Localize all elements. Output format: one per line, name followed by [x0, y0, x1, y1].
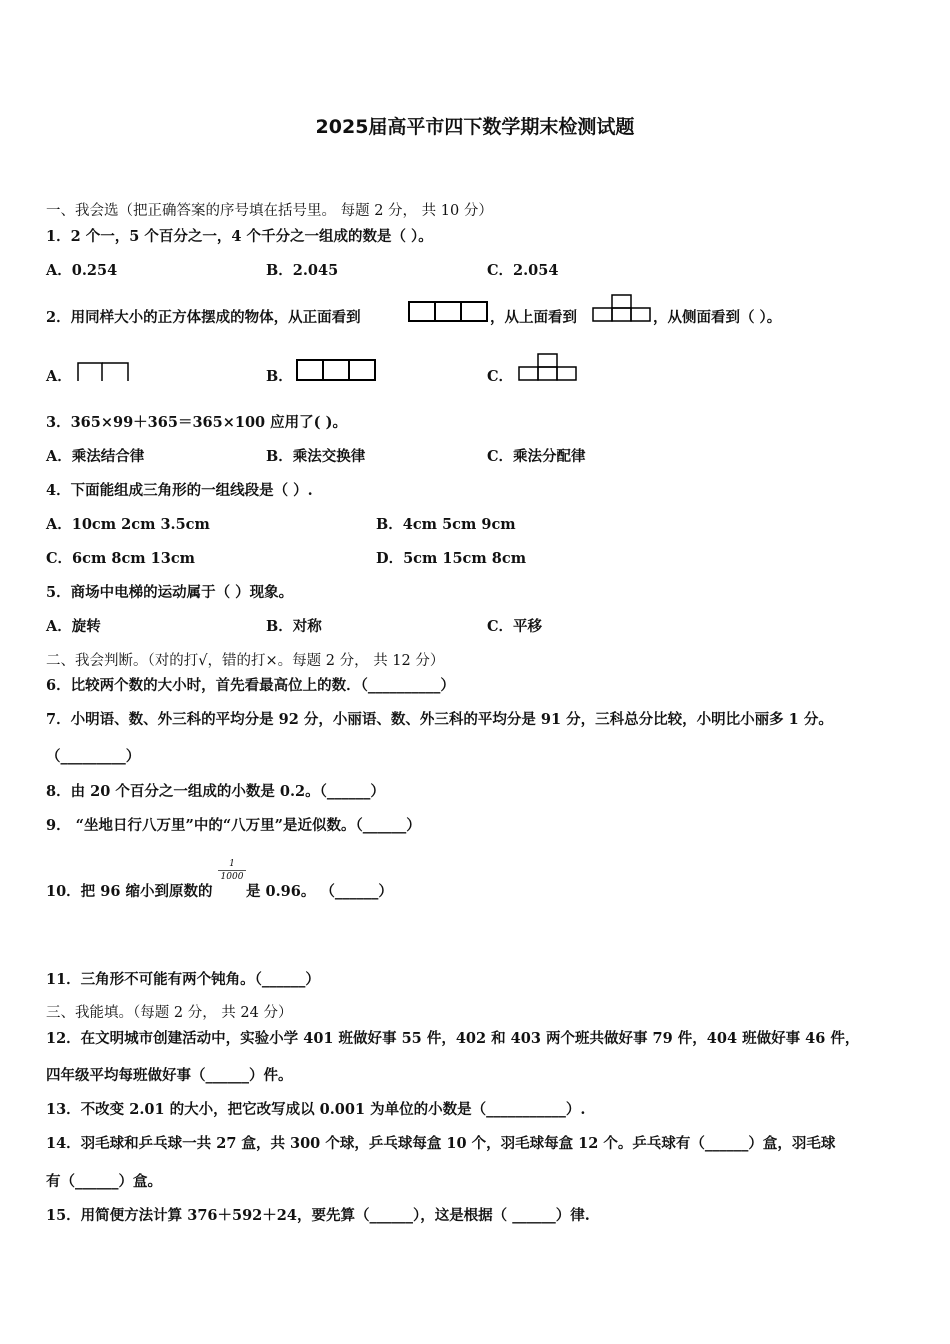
- page-title: 2025届高平市四下数学期末检测试题: [315, 116, 635, 138]
- q4-option-b: B．4cm 5cm 9cm: [376, 516, 516, 533]
- section3-heading: 三、我能填。（每题 2 分， 共 24 分）: [46, 1005, 293, 1021]
- option-c-figure: [517, 353, 581, 383]
- q3-option-a: A．乘法结合律: [46, 448, 145, 465]
- question-4: 4．下面能组成三角形的一组线段是（ ）.: [46, 482, 313, 499]
- q2-option-a: A．: [46, 368, 72, 385]
- question-2-part3: ，从侧面看到（ ）。: [653, 309, 782, 326]
- section2-heading: 二、我会判断。（对的打√，错的打×。每题 2 分， 共 12 分）: [46, 653, 445, 669]
- fraction-denominator: 1000: [220, 872, 244, 882]
- question-11: 11．三角形不可能有两个钝角。（______）: [46, 971, 320, 988]
- question-9: 9． “坐地日行八万里”中的“八万里”是近似数。（______）: [46, 817, 421, 834]
- question-10-part2: 是 0.96。 （______）: [246, 883, 393, 900]
- question-2-part1: 2．用同样大小的正方体摆成的物体，从正面看到: [46, 309, 361, 326]
- question-3: 3．365×99＋365＝365×100 应用了( )。: [46, 414, 347, 431]
- top-view-figure: [591, 294, 653, 324]
- question-7: 7．小明语、数、外三科的平均分是 92 分，小丽语、数、外三科的平均分是 91 分，三科总分比较，小明比小丽多 1 分。: [46, 711, 833, 728]
- q3-option-b: B．乘法交换律: [266, 448, 366, 465]
- q5-option-c: C．平移: [487, 618, 543, 635]
- q4-option-c: C．6cm 8cm 13cm: [46, 550, 196, 567]
- q4-option-d: D．5cm 15cm 8cm: [376, 550, 527, 567]
- fraction-numerator: 1: [218, 858, 246, 871]
- question-10-part1: 10．把 96 缩小到原数的: [46, 883, 213, 900]
- front-view-figure: [408, 301, 490, 323]
- question-2-part2: ，从上面看到: [490, 309, 577, 326]
- q5-option-b: B．对称: [266, 618, 322, 635]
- question-6: 6．比较两个数的大小时，首先看最高位上的数．（__________）: [46, 677, 455, 694]
- question-15: 15．用简便方法计算 376＋592＋24，要先算（______），这是根据（ ______）律.: [46, 1207, 590, 1224]
- question-12: 12．在文明城市创建活动中，实验小学 401 班做好事 55 件，402 和 403 两个班共做好事 79 件，404 班做好事 46 件，: [46, 1030, 860, 1047]
- q2-option-c: C．: [487, 368, 514, 385]
- q5-option-a: A．旋转: [46, 618, 101, 635]
- section1-heading: 一、我会选（把正确答案的序号填在括号里。 每题 2 分， 共 10 分）: [46, 203, 493, 219]
- q1-option-b: B．2.045: [266, 262, 339, 279]
- option-b-figure: [296, 359, 378, 382]
- question-13: 13．不改变 2.01 的大小，把它改写成以 0.001 为单位的小数是（___________）.: [46, 1101, 586, 1118]
- question-14: 14．羽毛球和乒乓球一共 27 盒，共 300 个球，乒乓球每盒 10 个，羽毛球每盒 12 个。乒乓球有（______）盒，羽毛球: [46, 1135, 836, 1152]
- question-14-cont: 有（______）盒。: [46, 1173, 162, 1190]
- q1-option-c: C．2.054: [487, 262, 559, 279]
- question-12-cont: 四年级平均每班做好事（______）件。: [46, 1067, 293, 1084]
- fraction-one-thousandth: [218, 858, 246, 883]
- q3-option-c: C．乘法分配律: [487, 448, 586, 465]
- question-5: 5．商场中电梯的运动属于（ ）现象。: [46, 584, 294, 601]
- question-8: 8．由 20 个百分之一组成的小数是 0.2。（______）: [46, 783, 385, 800]
- q1-option-a: A．0.254: [46, 262, 118, 279]
- option-a-figure: [76, 361, 132, 383]
- question-1: 1．2 个一，5 个百分之一，4 个千分之一组成的数是（ ）。: [46, 228, 433, 245]
- q4-option-a: A．10cm 2cm 3.5cm: [46, 516, 210, 533]
- question-7-blank: （_________）: [46, 748, 141, 765]
- q2-option-b: B．: [266, 368, 293, 385]
